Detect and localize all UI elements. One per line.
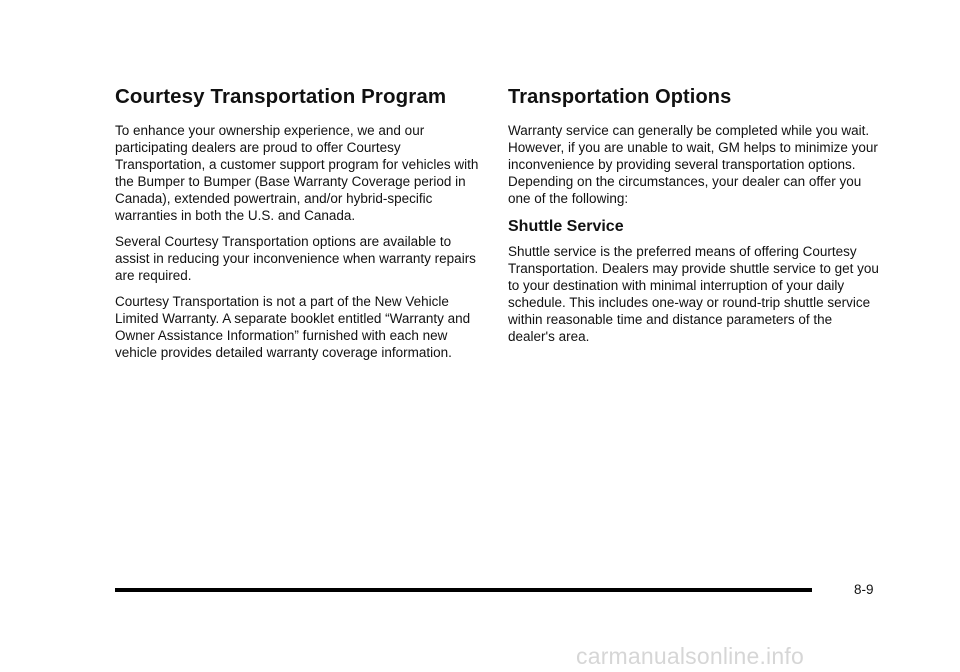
paragraph: Shuttle service is the preferred means of offering Courtesy Transportation. Dealers may provide shuttle service to get you to your destination with minimal interruption of your daily schedule. This includes one-way or round-trip shuttle service within reasonable time and distance parameters of the dealer's area. [508,244,879,344]
shuttle-service-heading: Shuttle Service [508,218,624,235]
page-number: 8-9 [854,582,874,597]
watermark: carmanualsonline.info [576,643,804,669]
paragraph: Warranty service can generally be completed while you wait. However, if you are unable to wait, GM helps to minimize your inconvenience by providing several transportation options. Depending on the circumstances, your dealer can offer you one of the following: [508,123,878,206]
right-column [508,84,880,354]
paragraph: To enhance your ownership experience, we and our participating dealers are proud to offer Courtesy Transportation, a customer support program for vehicles with the Bumper to Bumper (Base Warranty Coverage period in Canada), extended powertrain, and/or hybrid-specific warranties in both the U.S. and Canada. [115,123,479,223]
courtesy-transportation-heading: Courtesy Transportation Program [115,85,447,108]
paragraph: Courtesy Transportation is not a part of the New Vehicle Limited Warranty. A separate booklet entitled “Warranty and Owner Assistance Information” furnished with each new vehicle provides detailed warranty coverage information. [115,294,471,360]
left-column [115,84,485,370]
footer-rule [115,588,812,592]
paragraph: Several Courtesy Transportation options are available to assist in reducing your inconvenience when warranty repairs are required. [115,234,476,283]
transportation-options-heading: Transportation Options [508,86,732,108]
